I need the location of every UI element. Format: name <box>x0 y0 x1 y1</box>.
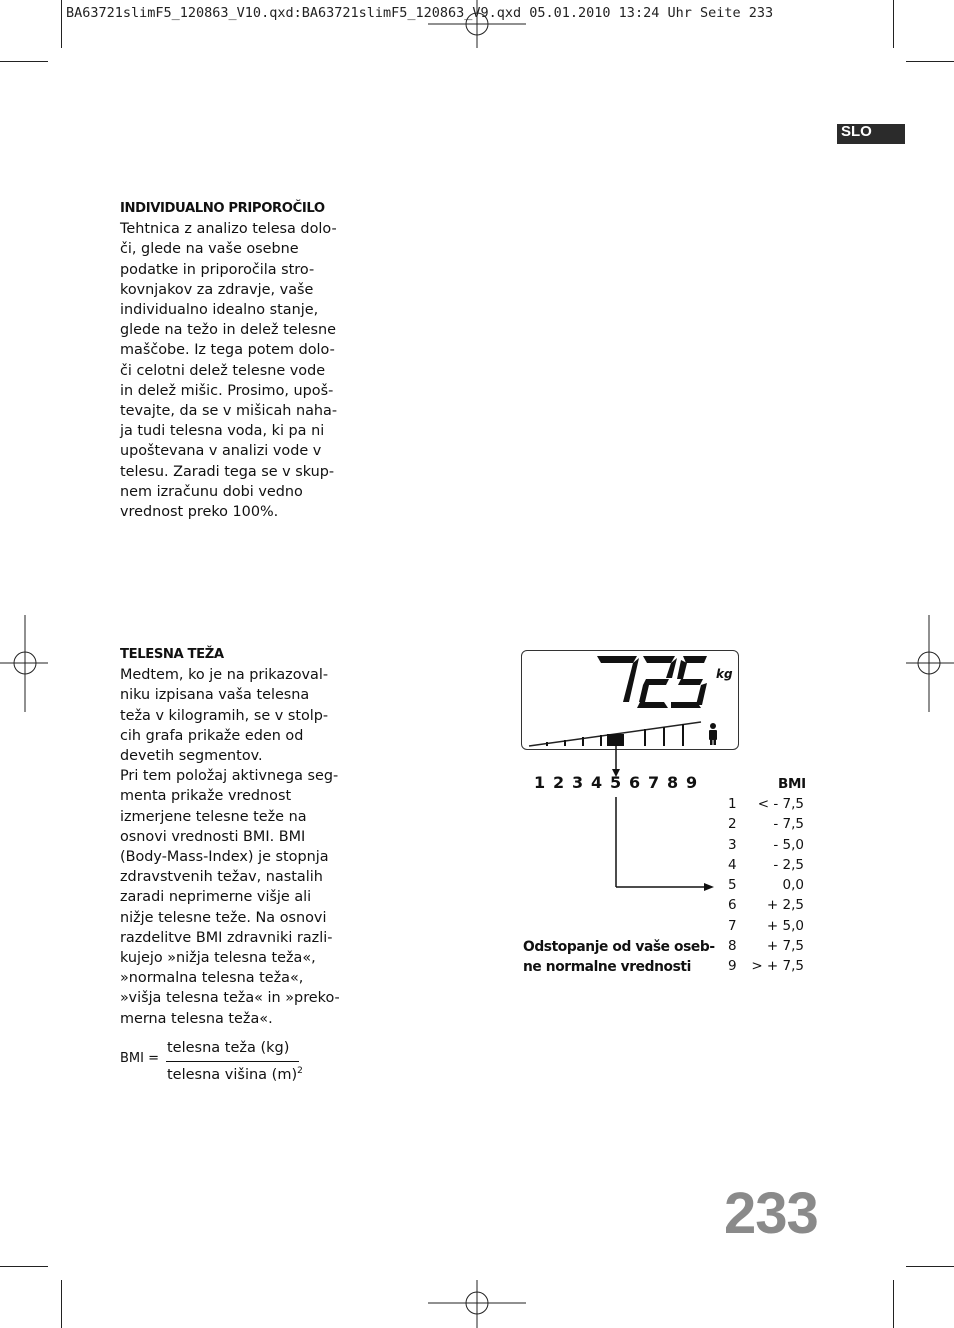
bmi-table-row <box>728 956 804 976</box>
segment-number: 2 <box>553 773 565 792</box>
bmi-row-value: < - 7,5 <box>757 796 804 812</box>
page-number: 233 <box>724 1181 818 1246</box>
body-text-line: Medtem, ko je na prikazoval- <box>120 667 329 684</box>
segment-number: 1 <box>534 773 546 792</box>
display-illustration <box>521 650 739 750</box>
bmi-formula-label: BMI = <box>120 1051 159 1066</box>
body-text-line: (Body-Mass-Index) je stopnja <box>120 849 329 866</box>
bmi-row-value: - 5,0 <box>773 836 804 853</box>
bmi-row-value: 0,0 <box>782 877 804 894</box>
section-heading: TELESNA TEŽA <box>120 647 224 662</box>
body-text-line: »višja telesna teža« in »preko- <box>120 990 340 1007</box>
bmi-table-row <box>728 855 804 875</box>
body-text-line: maščobe. Iz tega potem dolo- <box>120 342 335 359</box>
body-text-line: razdelitve BMI zdravniki razli- <box>120 929 333 946</box>
bmi-table-row <box>728 895 804 915</box>
body-text-line: niku izpisana vaša telesna <box>120 687 310 704</box>
bmi-row-value: > + 7,5 <box>751 958 804 975</box>
section-body <box>120 219 342 522</box>
body-text-line: cih grafa prikaže eden od <box>120 727 304 744</box>
body-text-line: zdravstvenih težav, nastalih <box>120 869 323 886</box>
body-text-line: ja tudi telesna voda, ki pa ni <box>120 423 325 440</box>
segment-number: 5 <box>610 773 622 792</box>
bmi-row-value: + 7,5 <box>766 938 804 955</box>
body-text-line: Tehtnica z analizo telesa dolo- <box>120 221 337 238</box>
body-text-line: »normalna telesna teža«, <box>120 970 304 987</box>
segment-number: 4 <box>591 773 603 792</box>
deviation-caption: Odstopanje od vaše oseb- ne normalne vrednosti <box>523 939 715 975</box>
bmi-row-index: 4 <box>728 856 737 873</box>
bmi-table-row <box>728 835 804 855</box>
segment-number: 6 <box>629 773 641 792</box>
bmi-row-index: 1 <box>728 796 737 812</box>
body-text-line: merna telesna teža«. <box>120 1010 273 1027</box>
language-tab: SLO <box>837 124 905 144</box>
body-text-line: izmerjene telesne teže na <box>120 808 307 825</box>
body-text-line: tevajte, da se v mišicah naha- <box>120 403 338 420</box>
body-text-line: in delež mišic. Prosimo, upoš- <box>120 382 334 399</box>
bmi-row-index: 6 <box>728 897 737 914</box>
bmi-row-index: 5 <box>728 877 737 894</box>
bmi-row-value: + 5,0 <box>766 917 804 934</box>
body-text-line: vrednost preko 100%. <box>120 504 279 521</box>
print-header: BA63721slimF5_120863_V10.qxd:BA63721slimF5_120863_V9.qxd 05.01.2010 13:24 Uhr Seite 233 <box>66 5 774 21</box>
bmi-table-row <box>728 875 804 895</box>
unit-label: kg <box>716 667 733 681</box>
section-individual-recommendation <box>120 199 342 522</box>
body-text-line: devetih segmentov. <box>120 748 263 765</box>
segment-number: 8 <box>667 773 679 792</box>
body-text-line: či celotni delež telesne vode <box>120 362 326 379</box>
bmi-table-title: BMI <box>778 776 806 792</box>
body-text-line: teža v kilogramih, se v stolp- <box>120 707 329 724</box>
body-text-line: glede na težo in delež telesne <box>120 322 336 339</box>
bmi-row-value: + 2,5 <box>766 897 804 914</box>
bmi-row-value: - 2,5 <box>773 856 804 873</box>
bmi-table-row <box>728 794 804 814</box>
bmi-table <box>728 794 804 977</box>
bmi-table-row <box>728 936 804 956</box>
person-icon <box>709 723 717 745</box>
segment-number: 3 <box>572 773 584 792</box>
body-text-line: upoštevana v analizi vode v <box>120 443 322 460</box>
bmi-table-row <box>728 814 804 834</box>
body-text-line: Pri tem položaj aktivnega seg- <box>120 768 339 785</box>
section-body <box>120 665 342 1029</box>
bmi-row-index: 8 <box>728 938 737 955</box>
body-text-line: podatke in priporočila stro- <box>120 261 315 278</box>
body-text-line: zaradi neprimerne višje ali <box>120 889 312 906</box>
body-text-line: kovnjakov za zdravje, vaše <box>120 281 314 298</box>
section-heading: INDIVIDUALNO PRIPOROČILO <box>120 201 325 216</box>
bmi-row-index: 7 <box>728 917 737 934</box>
body-text-line: osnovi vrednosti BMI. BMI <box>120 828 306 845</box>
bmi-row-index: 3 <box>728 836 737 853</box>
body-text-line: nižje telesne teže. Na osnovi <box>120 909 327 926</box>
fraction-bar <box>166 1061 299 1062</box>
bmi-table-row <box>728 916 804 936</box>
bmi-formula-numerator: telesna teža (kg) <box>167 1040 290 1056</box>
segment-number: 9 <box>686 773 698 792</box>
bmi-row-index: 9 <box>728 958 737 975</box>
body-text-line: individualno idealno stanje, <box>120 302 319 319</box>
section-body-weight <box>120 645 342 1029</box>
bmi-formula-denominator: telesna višina $(m)^2$ <box>167 1066 303 1083</box>
body-text-line: kujejo »nižja telesna teža«, <box>120 950 316 967</box>
bmi-row-index: 2 <box>728 816 737 833</box>
weight-reading-digits <box>597 656 707 708</box>
body-text-line: nem izračunu dobi vedno <box>120 483 303 500</box>
body-text-line: či, glede na vaše osebne <box>120 241 299 258</box>
segment-number: 7 <box>648 773 660 792</box>
bmi-row-value: - 7,5 <box>773 816 804 833</box>
pointer-arrows <box>600 745 720 895</box>
body-text-line: menta prikaže vrednost <box>120 788 292 805</box>
segment-numbers <box>534 773 705 792</box>
body-text-line: telesu. Zaradi tega se v skup- <box>120 463 335 480</box>
